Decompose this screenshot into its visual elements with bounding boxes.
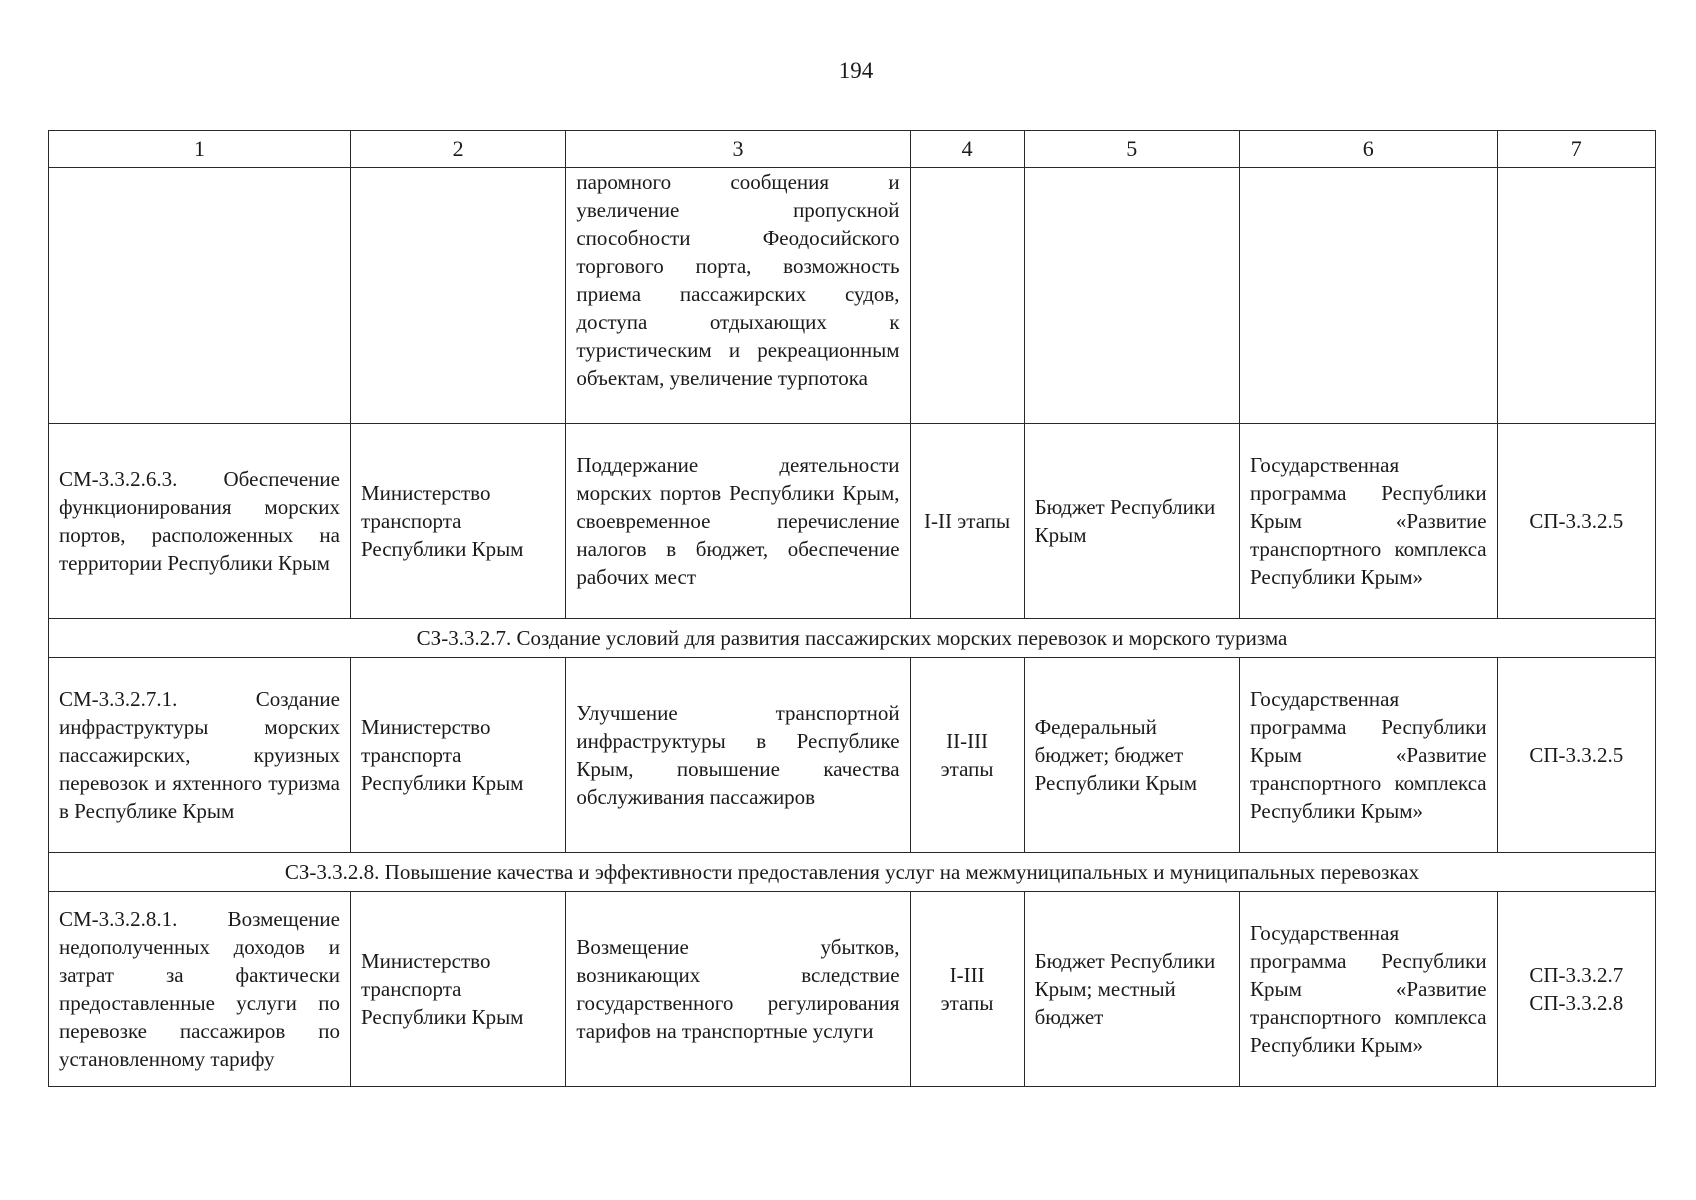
cell-funding: Бюджет Республики Крым — [1024, 424, 1239, 619]
cell-empty — [910, 168, 1024, 424]
cell-program: Государственная программа Республики Крым «Развитие транспортного комплекса Республики Крым» — [1239, 892, 1497, 1087]
cell-funding: Федеральный бюджет; бюджет Республики Крым — [1024, 658, 1239, 853]
table-row — [49, 892, 1656, 1087]
cell-measure: СМ-3.3.2.6.3. Обеспечение функционирования морских портов, расположенных на территории Республики Крым — [49, 424, 351, 619]
section-row — [49, 853, 1656, 892]
table-row — [49, 424, 1656, 619]
cell-empty — [350, 168, 565, 424]
cell-measure: СМ-3.3.2.7.1. Создание инфраструктуры морских пассажирских, круизных перевозок и яхтенного туризма в Республике Крым — [49, 658, 351, 853]
column-header-7: 7 — [1497, 131, 1655, 168]
cell-stages: I-III этапы — [910, 892, 1024, 1087]
cell-stages: I-II этапы — [910, 424, 1024, 619]
cell-executor: Министерство транспорта Республики Крым — [350, 892, 565, 1087]
cell-empty — [1239, 168, 1497, 424]
cell-empty — [1497, 168, 1655, 424]
project-code-2: СП-3.3.2.8 — [1529, 991, 1624, 1015]
column-header-1: 1 — [49, 131, 351, 168]
cell-executor: Министерство транспорта Республики Крым — [350, 658, 565, 853]
table-row — [49, 658, 1656, 853]
cell-result-continuation: паромного сообщения и увеличение пропускной способности Феодосийского торгового порта, возможность приема пассажирских судов, доступа отдыхающих к туристическим и рекреационным объектам, увеличение турпотока — [566, 168, 910, 424]
cell-executor: Министерство транспорта Республики Крым — [350, 424, 565, 619]
column-header-3: 3 — [566, 131, 910, 168]
measures-table — [48, 130, 1656, 1087]
cell-project-codes — [1497, 892, 1655, 1087]
cell-empty — [49, 168, 351, 424]
header-row — [49, 131, 1656, 168]
table-row-continuation — [49, 168, 1656, 424]
cell-measure: СМ-3.3.2.8.1. Возмещение недополученных доходов и затрат за фактически предоставленные услуги по перевозке пассажиров по установленному тарифу — [49, 892, 351, 1087]
column-header-2: 2 — [350, 131, 565, 168]
cell-result: Возмещение убытков, возникающих вследствие государственного регулирования тарифов на транспортные услуги — [566, 892, 910, 1087]
column-header-6: 6 — [1239, 131, 1497, 168]
cell-funding: Бюджет Республики Крым; местный бюджет — [1024, 892, 1239, 1087]
column-header-5: 5 — [1024, 131, 1239, 168]
cell-program: Государственная программа Республики Крым «Развитие транспортного комплекса Республики Крым» — [1239, 424, 1497, 619]
section-title: СЗ-3.3.2.8. Повышение качества и эффективности предоставления услуг на межмуниципальных и муниципальных перевозках — [49, 853, 1656, 892]
cell-result: Улучшение транспортной инфраструктуры в Республике Крым, повышение качества обслуживания пассажиров — [566, 658, 910, 853]
cell-project-code: СП-3.3.2.5 — [1497, 658, 1655, 853]
cell-stages: II-III этапы — [910, 658, 1024, 853]
column-header-4: 4 — [910, 131, 1024, 168]
cell-project-code: СП-3.3.2.5 — [1497, 424, 1655, 619]
project-code-1: СП-3.3.2.7 — [1529, 963, 1624, 987]
page-number: 194 — [838, 58, 874, 83]
section-row — [49, 619, 1656, 658]
cell-result: Поддержание деятельности морских портов Республики Крым, своевременное перечисление налогов в бюджет, обеспечение рабочих мест — [566, 424, 910, 619]
cell-empty — [1024, 168, 1239, 424]
cell-program: Государственная программа Республики Крым «Развитие транспортного комплекса Республики Крым» — [1239, 658, 1497, 853]
section-title: СЗ-3.3.2.7. Создание условий для развития пассажирских морских перевозок и морского туризма — [49, 619, 1656, 658]
